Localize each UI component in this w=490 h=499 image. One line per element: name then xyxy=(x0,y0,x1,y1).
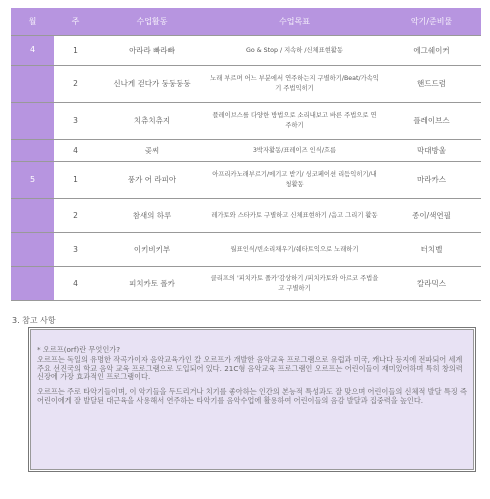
instrument-cell: 에그쉐이커 xyxy=(382,36,481,66)
goal-cell: Go & Stop / 지속하 /신체표현활동 xyxy=(207,36,382,66)
instrument-cell: 플레이브스 xyxy=(382,103,481,140)
table-row xyxy=(11,233,481,267)
week-cell: 1 xyxy=(54,162,97,199)
instrument-cell: 마라카스 xyxy=(382,162,481,199)
table-row xyxy=(11,66,481,103)
goal-cell: 아프리카노래부르기/메기고 받기/ 싱코페이션 리듬익히기/내청활동 xyxy=(207,162,382,199)
month-cell xyxy=(11,199,54,233)
header-month: 월 xyxy=(11,8,54,36)
activity-cell: 이키비키부 xyxy=(97,233,207,267)
month-cell: 5 xyxy=(11,162,54,199)
instrument-cell: 터치벨 xyxy=(382,233,481,267)
table-row xyxy=(11,36,481,66)
instrument-cell: 칼라믹스 xyxy=(382,267,481,301)
table-row xyxy=(11,103,481,140)
table-row xyxy=(11,199,481,233)
table-row xyxy=(11,162,481,199)
month-cell xyxy=(11,233,54,267)
goal-cell: 클리프의 '피치카토 폴카'감상하기 /피치카토와 아르코 주법을고 구별하기 xyxy=(207,267,382,301)
week-cell: 3 xyxy=(54,233,97,267)
goal-cell: 3박자활동/표레이즈 인식/흐름 xyxy=(207,140,382,162)
week-cell: 4 xyxy=(54,267,97,301)
header-goal: 수업목표 xyxy=(207,8,382,36)
instrument-cell: 막대방울 xyxy=(382,140,481,162)
week-cell: 3 xyxy=(54,103,97,140)
activity-cell: 피치카토 폴카 xyxy=(97,267,207,301)
month-cell xyxy=(11,103,54,140)
month-cell xyxy=(11,66,54,103)
header-instrument: 악기/준비물 xyxy=(382,8,481,36)
instrument-cell: 종이/색연필 xyxy=(382,199,481,233)
month-cell: 4 xyxy=(11,36,54,66)
goal-cell: 플레이브스를 다양한 방법으로 소리내보고 바른 주법으로 연주하기 xyxy=(207,103,382,140)
table-row xyxy=(11,140,481,162)
month-cell xyxy=(11,140,54,162)
table-row xyxy=(11,267,481,301)
header-activity: 수업활동 xyxy=(97,8,207,36)
activity-cell: 풍가 어 라피아 xyxy=(97,162,207,199)
reference-heading: * 오르프(orf)란 무엇인가? xyxy=(37,345,121,354)
reference-box xyxy=(28,327,476,472)
goal-cell: 월표인식/빈소리채우기/쉐타트익으로 노래하기 xyxy=(207,233,382,267)
week-cell: 4 xyxy=(54,140,97,162)
goal-cell: 노래 부르며 어느 부분에서 연주하는지 구별하기/Beat/가속익기 주법익히기 xyxy=(207,66,382,103)
activity-cell: 신나게 걷다가 둥둥둥둥 xyxy=(97,66,207,103)
table-header-row xyxy=(11,8,481,36)
instrument-cell: 핸드드럼 xyxy=(382,66,481,103)
header-week: 주 xyxy=(54,8,97,36)
reference-paragraph-1: 오르프는 독일의 유명한 작곡가이자 음악교육가인 칼 오르프가 개발한 음악교육 프로그램으로 유럽과 미국, 캐나다 등지에 전파되어 세계 주요 선진국의 학교 음악 교육 프로그램으로 도입되어 있다. 21C형 음악교육 프로그램인 오르프는 어린이들이 재미있어하며 특히 창의력 신장에 가장 효과적인 프로그램이다. xyxy=(37,354,463,382)
week-cell: 2 xyxy=(54,199,97,233)
activity-cell: 아라라 빠라빠 xyxy=(97,36,207,66)
week-cell: 2 xyxy=(54,66,97,103)
lesson-plan-table xyxy=(11,8,481,301)
goal-cell: 레가토와 스타카토 구별하고 신체표현하기 /음고 그리기 활동 xyxy=(207,199,382,233)
activity-cell: 치츄치츄지 xyxy=(97,103,207,140)
month-cell xyxy=(11,267,54,301)
week-cell: 1 xyxy=(54,36,97,66)
section-title: 3. 참고 사항 xyxy=(12,316,56,325)
activity-cell: 곶씨 xyxy=(97,140,207,162)
activity-cell: 참새의 하루 xyxy=(97,199,207,233)
reference-paragraph-2: 오르프는 주로 타악기들이며, 이 악기들을 두드리거나 치기를 좋아하는 인간의 본능적 특성과도 잘 맞으며 어린이들의 신체적 발달 특징 즉 어린이에게 잘 발달된 대근육을 사용해서 연주하는 타악기를 음악수업에 활용하여 어린이들의 음감 발달과 집중력을 높인다. xyxy=(37,387,467,405)
